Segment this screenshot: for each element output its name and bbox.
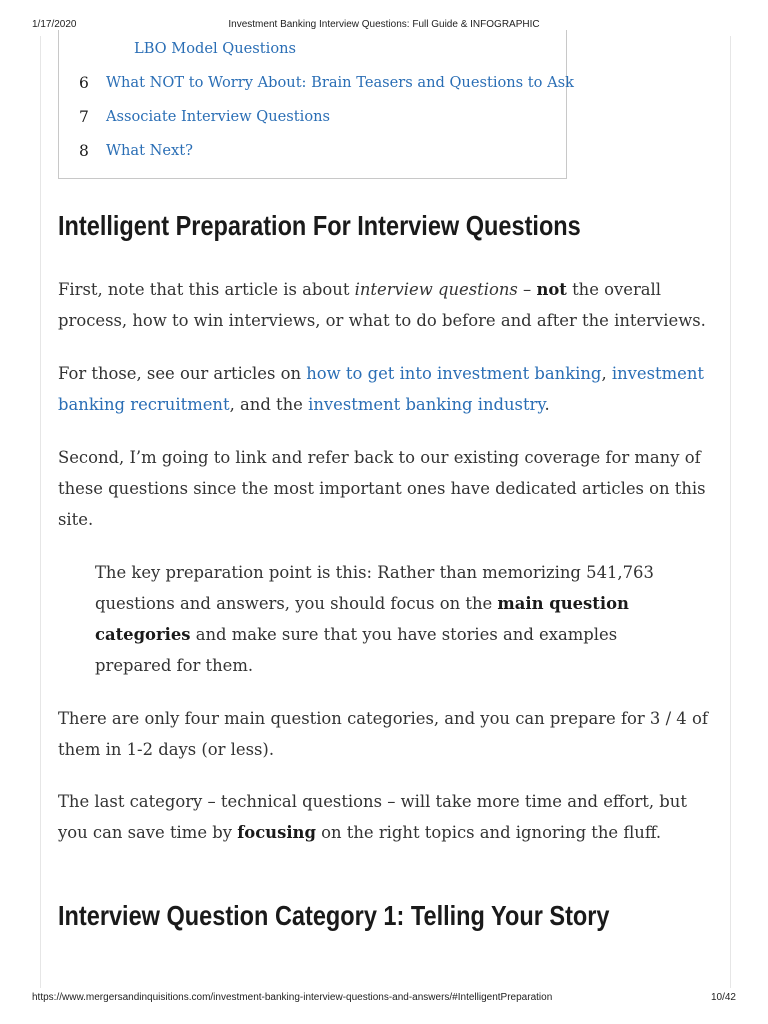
toc-item-number: 6 [79,74,89,92]
print-date: 1/17/2020 [32,19,77,30]
toc-item-number: 8 [79,142,89,160]
table-of-contents [58,30,574,179]
emphasis-main-question-categories: main question categories [95,594,629,644]
page-border-right [730,36,731,988]
section-heading-telling-your-story: Interview Question Category 1: Telling Your Story [58,900,610,931]
toc-link-brain-teasers[interactable]: What NOT to Worry About: Brain Teasers and Questions to Ask [106,74,574,91]
paragraph-related-articles: For those, see our articles on how to get into investment banking, investment banking recruitment, and the investment banking industry. [58,364,705,414]
blockquote-key-preparation-point: The key preparation point is this: Rather than memorizing 541,763 questions and answers, you should focus on the main question categories and make sure that you have stories and examples prepared for them. [95,563,654,675]
emphasis-not: not [536,280,567,299]
link-how-to-get-into-investment-banking[interactable]: how to get into investment banking [306,364,602,383]
emphasis-interview-questions: interview questions [354,280,518,299]
paragraph-existing-coverage: Second, I’m going to link and refer back to our existing coverage for many of these questions since the most important ones have dedicated articles on this site. [58,448,706,529]
toc-link-what-next[interactable]: What Next? [106,142,193,159]
toc-subitem-lbo-model-questions[interactable]: LBO Model Questions [134,40,296,57]
print-footer [0,992,768,1006]
section-heading-intelligent-preparation: Intelligent Preparation For Interview Questions [58,210,581,241]
paragraph-four-categories: There are only four main question categories, and you can prepare for 3 / 4 of them in 1-2 days (or less). [58,709,708,759]
toc-link-associate-questions[interactable]: Associate Interview Questions [106,108,331,125]
toc-item-number: 7 [79,108,89,126]
paragraph-intro: First, note that this article is about interview questions – not the overall process, how to win interviews, or what to do before and after the interviews. [58,280,706,330]
link-investment-banking-industry[interactable]: investment banking industry [308,395,545,414]
paragraph-technical-questions: The last category – technical questions – will take more time and effort, but you can save time by focusing on the right topics and ignoring the fluff. [58,792,687,842]
emphasis-focusing: focusing [237,823,316,842]
print-page-title: Investment Banking Interview Questions: Full Guide & INFOGRAPHIC [228,19,540,30]
print-page-number: 10/42 [710,992,736,1003]
link-investment-banking-recruitment[interactable]: investment banking recruitment [58,364,705,414]
page-border-left [40,36,41,988]
print-url: https://www.mergersandinquisitions.com/investment-banking-interview-questions-and-answers/#IntelligentPreparation [32,992,553,1003]
